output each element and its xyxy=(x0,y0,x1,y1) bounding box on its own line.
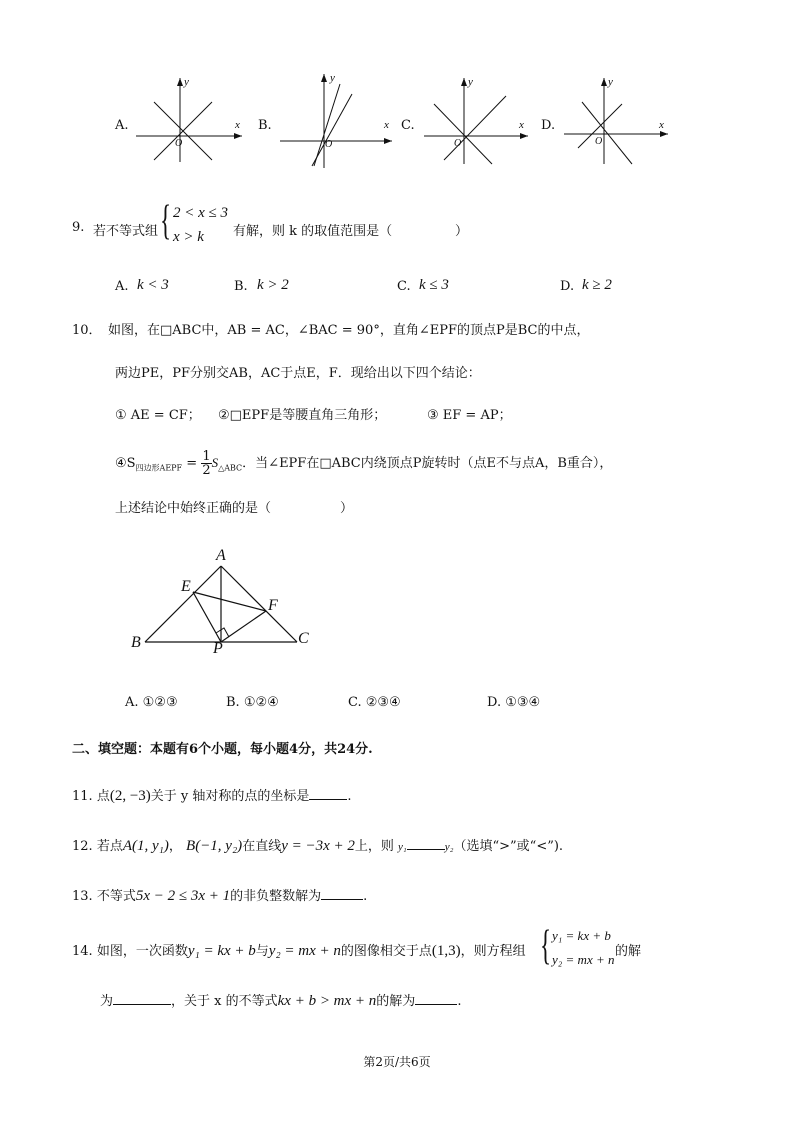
c4-num: 1 xyxy=(202,449,211,464)
c4-den: 2 xyxy=(202,463,211,478)
q9-option-c-expr: k ≤ 3 xyxy=(419,277,449,293)
q8-d-origin: O xyxy=(595,136,603,147)
c4-fraction xyxy=(201,450,211,477)
c4-sub: 四边形AEPF xyxy=(135,463,183,473)
q14-line2b: ，关于 x 的不等式 xyxy=(171,994,278,1009)
q14-point: (1,3) xyxy=(431,943,461,959)
q14-end: . xyxy=(457,994,462,1009)
q12-point-a: A(1, y₁) xyxy=(122,838,169,854)
q10-conclusion-1: ① AE = CF； xyxy=(115,408,201,423)
q8-option-b-label: B. xyxy=(258,118,272,133)
q11-post: 关于 y 轴对称的点的坐标是 xyxy=(150,789,310,804)
q8-c-origin: O xyxy=(454,138,462,149)
q14-line2 xyxy=(100,990,461,1010)
page-footer: 第2页/共6页 xyxy=(363,1055,431,1069)
q14-line2a: 为 xyxy=(100,994,114,1009)
q14-number: 14. xyxy=(72,944,93,959)
q14-pre: 如图，一次函数 xyxy=(96,944,188,959)
q14-f2: y₂ = mx + n xyxy=(268,943,341,959)
q10-line5: 上述结论中始终正确的是（ xyxy=(115,501,272,516)
q10-conclusion-4 xyxy=(115,450,612,477)
q9-option-b-expr: k > 2 xyxy=(257,277,289,293)
q12-comma: ， xyxy=(168,839,182,854)
segment-pe xyxy=(193,592,221,642)
q9-close: ） xyxy=(455,224,469,239)
section-2-title: 二、填空题：本题有6个小题，每小题4分，共24分. xyxy=(72,742,373,757)
q10-option-a: A. ①②③ xyxy=(125,695,178,710)
label-b: B xyxy=(131,634,141,651)
q8-option-d-label: D. xyxy=(541,118,556,133)
q8-d-y-label: y xyxy=(608,76,613,88)
segment-ef xyxy=(193,592,266,611)
q9-option-c-label: C. xyxy=(397,279,411,294)
q13-number: 13. xyxy=(72,889,93,904)
q9-lead: 若不等式组 xyxy=(93,224,159,239)
q14-sys: ，则方程组 xyxy=(460,944,526,959)
q9-cond2: x > k xyxy=(173,229,204,245)
q8-graph-b xyxy=(276,70,396,170)
q12-mid: 在直线 xyxy=(242,839,282,854)
label-c: C xyxy=(298,630,309,647)
q12-post: 上，则 xyxy=(354,839,394,854)
line-2 xyxy=(434,104,492,164)
q14-answer-blank-2[interactable] xyxy=(415,992,457,1005)
c4-s: ④S xyxy=(115,456,136,471)
q14-inequality: kx + b > mx + n xyxy=(277,993,377,1009)
c4-s2: S xyxy=(211,455,219,470)
q10-option-d: D. ①③④ xyxy=(487,695,541,710)
q12 xyxy=(72,835,563,855)
q8-b-origin: O xyxy=(325,139,333,150)
q13-end: . xyxy=(363,889,368,904)
c4-tail: ．当∠EPF在□ABC内绕顶点P旋转时（点E不与点A，B重合）， xyxy=(242,456,613,471)
q9-brace: { xyxy=(160,198,172,244)
q11-number: 11. xyxy=(72,789,93,804)
q8-d-x-label: x xyxy=(659,119,664,131)
q8-c-x-label: x xyxy=(519,119,524,131)
q14-line2c: 的解为 xyxy=(376,994,416,1009)
q9-option-d-expr: k ≥ 2 xyxy=(582,277,612,293)
q13-inequality: 5x − 2 ≤ 3x + 1 xyxy=(135,888,231,904)
q8-option-a-label: A. xyxy=(115,118,129,133)
q12-y1: y₁ xyxy=(398,841,407,853)
q8-b-x-label: x xyxy=(384,119,389,131)
q8-a-x-label: x xyxy=(235,119,240,131)
q8-a-y-label: y xyxy=(184,76,189,88)
q10-line1: 如图，在□ABC中，AB = AC，∠BAC = 90°，直角∠EPF的顶点P是BC的中点， xyxy=(108,323,590,338)
q10-number: 10． xyxy=(72,323,102,338)
side-ac xyxy=(221,566,297,642)
line-2 xyxy=(582,102,632,164)
q9-cond1: 2 < x ≤ 3 xyxy=(173,205,229,221)
q8-a-origin: O xyxy=(175,138,183,149)
q9-number: 9. xyxy=(72,220,85,235)
q14-eq2: y₂ = mx + n xyxy=(552,952,615,967)
q14-mid: 的图像相交于点 xyxy=(340,944,432,959)
q10-conclusion-3: ③ EF = AP； xyxy=(427,408,512,423)
q14-eq1: y₁ = kx + b xyxy=(552,928,611,943)
q14-f1: y₁ = kx + b xyxy=(187,943,256,959)
q13-post: 的非负整数解为 xyxy=(230,889,322,904)
q14-tail: 的解 xyxy=(615,944,642,959)
q12-number: 12. xyxy=(72,839,93,854)
q13-answer-blank[interactable] xyxy=(321,887,363,900)
q8-graph-d xyxy=(560,74,672,166)
q12-y2: y₂ xyxy=(444,841,454,853)
q9-tail: 有解，则 k 的取值范围是（ xyxy=(233,224,393,239)
q9-option-b-label: B. xyxy=(234,279,248,294)
q9-option-d-label: D. xyxy=(560,279,575,294)
q8-c-y-label: y xyxy=(468,76,473,88)
q12-answer-blank[interactable] xyxy=(407,837,445,850)
q10-option-c: C. ②③④ xyxy=(348,695,401,710)
q11-answer-blank[interactable] xyxy=(309,787,347,800)
q11-end: . xyxy=(347,789,352,804)
q11 xyxy=(72,785,352,805)
q14-brace: { xyxy=(540,923,552,969)
q13 xyxy=(72,885,367,905)
q12-point-b: B(−1, y₂) xyxy=(186,838,243,854)
q12-pre: 若点 xyxy=(96,839,123,854)
q10-close: ） xyxy=(340,501,354,516)
q8-graph-c xyxy=(420,74,532,166)
c4-sub2: △ABC xyxy=(218,463,243,473)
q10-option-b: B. ①②④ xyxy=(226,695,279,710)
q9-option-a-expr: k < 3 xyxy=(137,277,169,293)
label-e: E xyxy=(181,578,191,595)
line-1 xyxy=(312,94,352,166)
q14-line1 xyxy=(72,940,526,960)
label-f: F xyxy=(268,597,278,614)
q12-line: y = −3x + 2 xyxy=(281,838,355,854)
q14-answer-blank-1[interactable] xyxy=(113,992,171,1005)
q13-pre: 不等式 xyxy=(96,889,136,904)
c4-eq: = xyxy=(186,456,198,471)
q14-with: 与 xyxy=(255,944,269,959)
q11-pre: 点 xyxy=(96,789,110,804)
segment-pf xyxy=(221,611,266,642)
q10-line2: 两边PE，PF分别交AB，AC于点E，F．现给出以下四个结论： xyxy=(115,366,481,381)
q9-option-a-label: A. xyxy=(115,279,129,294)
q11-point: (2, −3) xyxy=(109,788,151,804)
label-p: P xyxy=(213,640,223,657)
line-2 xyxy=(314,84,340,166)
q8-option-c-label: C. xyxy=(401,118,415,133)
label-a: A xyxy=(216,547,226,564)
q12-choice: （选填“>”或“<”). xyxy=(453,839,564,854)
q10-conclusion-2: ②□EPF是等腰直角三角形； xyxy=(218,408,387,423)
q8-b-y-label: y xyxy=(330,72,335,84)
line-1 xyxy=(444,96,506,160)
